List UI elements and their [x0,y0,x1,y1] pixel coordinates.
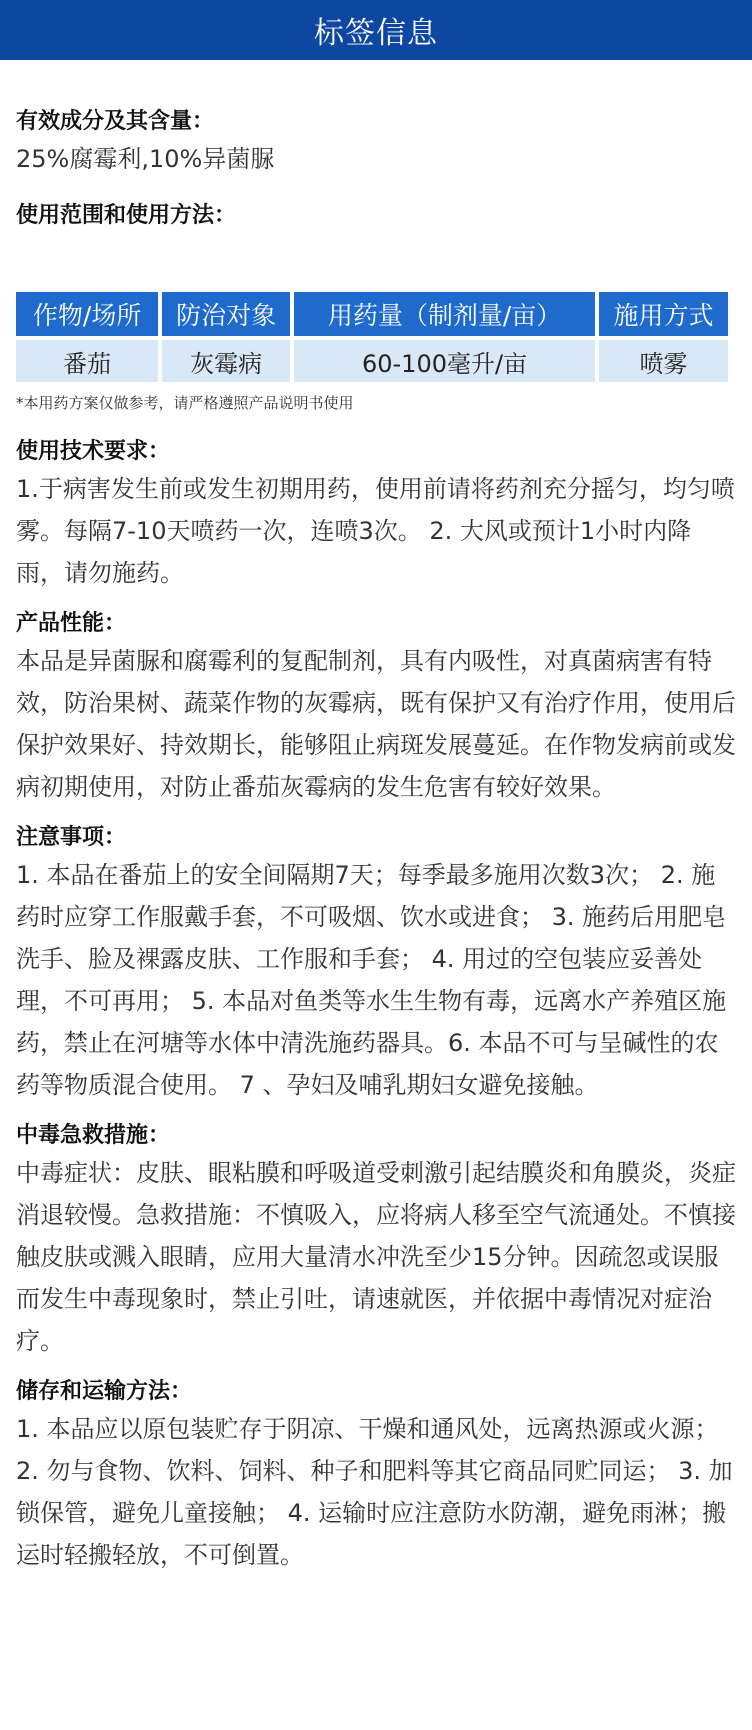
column-header-method: 施用方式 [599,292,728,336]
usage-note: *本用药方案仅做参考，请严格遵照产品说明书使用 [16,394,354,412]
performance-title: 产品性能： [16,611,127,636]
ingredient-title: 有效成分及其含量： [16,109,215,134]
column-header-dosage: 用药量（制剂量/亩） [294,292,595,336]
table-cell: 喷雾 [599,340,728,382]
table-row [16,340,728,382]
caution-text: 1. 本品在番茄上的安全间隔期7天；每季最多施用次数3次； 2. 施药时应穿工作服戴手套，不可吸烟、饮水或进食； 3. 施药后用肥皂洗手、脸及裸露皮肤、工作服和手套； 4. 用过的空包装应妥善处理，不可再用； 5. 本品对鱼类等水生生物有毒，远离水产养殖区施药，禁止在河塘等水体中清洗施药器具。6. 本品不可与呈碱性的农药等物质混合使用。 7 、孕妇及哺乳期妇女避免接触。 [16,861,727,1099]
table-cell: 番茄 [16,340,158,382]
performance-text: 本品是异菌脲和腐霉利的复配制剂，具有内吸性，对真菌病害有特效，防治果树、蔬菜作物的灰霉病，既有保护又有治疗作用，使用后保护效果好、持效期长，能够阻止病斑发展蔓延。在作物发病前或发病初期使用，对防止番茄灰霉病的发生危害有较好效果。 [16,647,736,801]
scope-title: 使用范围和使用方法： [16,203,237,228]
storage-text: 1. 本品应以原包装贮存于阴凉、干燥和通风处，远离热源或火源； 2. 勿与食物、饮料、饲料、种子和肥料等其它商品同贮同运； 3. 加锁保管，避免儿童接触； 4. 运输时应注意防水防潮，避免雨淋；搬运时轻搬轻放，不可倒置。 [16,1415,733,1569]
dosage-table [12,288,732,386]
performance-section [16,608,736,808]
firstaid-title: 中毒急救措施： [16,1123,171,1148]
page-title: 标签信息 [314,16,438,51]
dosage-table-wrap [16,288,736,414]
firstaid-text: 中毒症状：皮肤、眼粘膜和呼吸道受刺激引起结膜炎和角膜炎，炎症消退较慢。急救措施：不慎吸入，应将病人移至空气流通处。不慎接触皮肤或溅入眼睛，应用大量清水冲洗至少15分钟。因疏忽或误服而发生中毒现象时，禁止引吐，请速就医，并依据中毒情况对症治疗。 [16,1159,736,1355]
caution-title: 注意事项： [16,825,127,850]
storage-title: 储存和运输方法： [16,1379,193,1404]
firstaid-section [16,1120,736,1362]
table-cell: 灰霉病 [162,340,290,382]
table-header-row [16,292,728,336]
page-header [0,0,752,60]
tech-section [16,436,736,594]
label-content [0,106,752,1576]
table-cell: 60-100毫升/亩 [294,340,595,382]
storage-section [16,1376,736,1576]
scope-section [16,200,736,232]
ingredient-text: 25%腐霉利,10%异菌脲 [16,145,275,173]
column-header-target: 防治对象 [162,292,290,336]
caution-section [16,822,736,1106]
column-header-crop: 作物/场所 [16,292,158,336]
tech-text: 1.于病害发生前或发生初期用药，使用前请将药剂充分摇匀，均匀喷雾。每隔7-10天喷药一次，连喷3次。 2. 大风或预计1小时内降雨，请勿施药。 [16,475,735,587]
ingredient-section [16,106,736,180]
tech-title: 使用技术要求： [16,439,171,464]
